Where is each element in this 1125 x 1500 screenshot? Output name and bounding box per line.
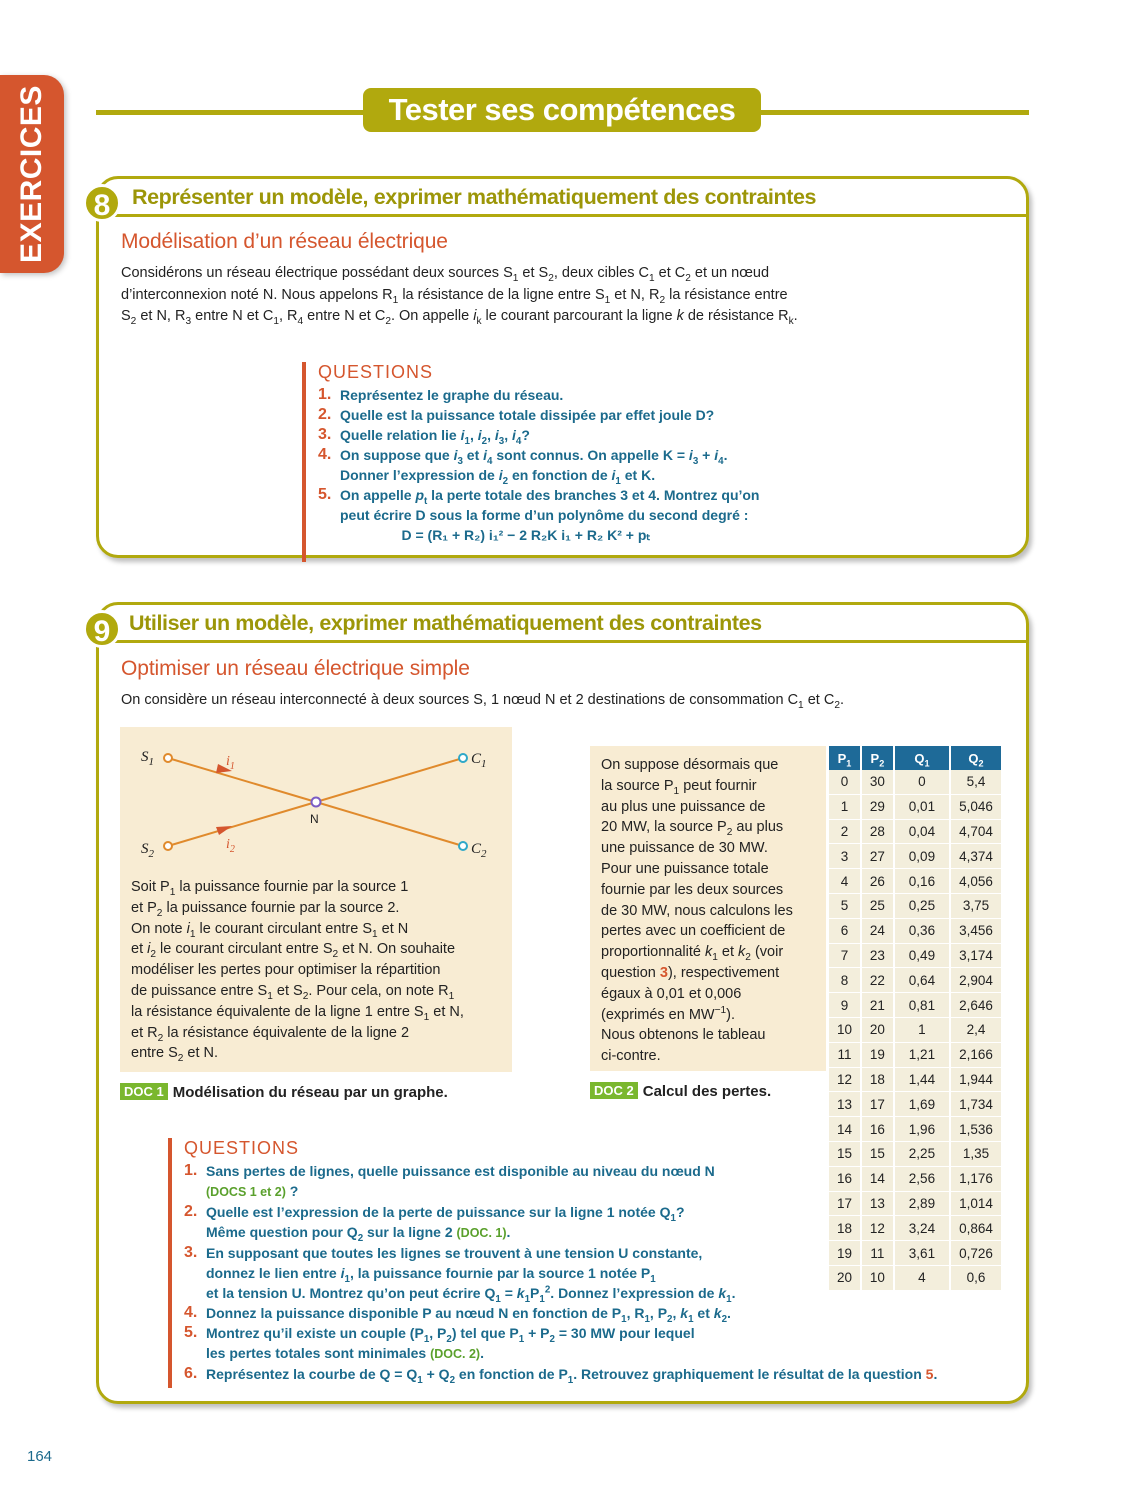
table-cell: 3,75 — [951, 894, 1001, 919]
table-cell: 4,374 — [951, 844, 1001, 869]
table-cell: 24 — [862, 919, 893, 944]
table-cell: 1,176 — [951, 1167, 1001, 1192]
table-cell: 17 — [829, 1192, 860, 1217]
exercise-number-badge: 8 — [83, 184, 121, 222]
source-s2-node — [164, 842, 172, 850]
question-item: 1. Représentez le graphe du réseau. — [318, 386, 564, 403]
table-row — [829, 1092, 1001, 1117]
text-line: entre $S_2$ et N. — [131, 1045, 219, 1065]
table-cell: 1,536 — [951, 1117, 1001, 1142]
table-row — [829, 1018, 1001, 1043]
table-cell: 9 — [829, 993, 860, 1018]
table-cell: 5,046 — [951, 795, 1001, 820]
intro-line: $S_2$ et N, $R_3$ entre N et $C_1$, $R_4$ entre N et $C_2$. On appelle $i_k$ le courant parcourant la ligne k de résistance $R_k$. — [121, 308, 798, 327]
table-header-cell: $P_2$ — [862, 746, 893, 770]
text-line: Pour une puissance totale — [601, 860, 769, 877]
label-i2: $i_2$ — [226, 837, 235, 855]
table-cell: 18 — [829, 1216, 860, 1241]
table-cell: 27 — [862, 844, 893, 869]
table-cell: 25 — [862, 894, 893, 919]
table-cell: 1,96 — [895, 1117, 949, 1142]
text-line: fournie par les deux sources — [601, 881, 784, 898]
intro-line: Considérons un réseau électrique possédant deux sources $S_1$ et $S_2$, deux cibles $C_1$ et $C_2$ et un nœud — [121, 265, 770, 284]
question-item: 4. On suppose que $i_3$ et $i_4$ sont connus. On appelle $K = i_3 + i_4$. Donner l’expression de $i_2$ en fonction de $i_1$ et K. — [318, 446, 728, 487]
page-title: Tester ses compétences — [363, 88, 761, 132]
target-c1-node — [459, 754, 467, 762]
label-s1: $S_1$ — [141, 749, 154, 768]
table-row — [829, 795, 1001, 820]
table-cell: 2,56 — [895, 1167, 949, 1192]
table-cell: 14 — [862, 1167, 893, 1192]
text-line: question 3), respectivement — [601, 964, 780, 981]
table-cell: 13 — [862, 1192, 893, 1217]
question-item: 2. Quelle est l’expression de la perte de puissance sur la ligne 1 notée $Q_1$? Même question pour $Q_2$ sur la ligne 2 (DOC. 1). — [184, 1203, 685, 1244]
text-line: Nous obtenons le tableau — [601, 1027, 766, 1044]
question-item: 5. Montrez qu’il existe un couple ($P_1$, $P_2$) tel que $P_1 + P_2 = 30$ MW pour lequel les pertes totales sont minimales (DOC. 2). — [184, 1324, 695, 1361]
table-cell: 4,704 — [951, 820, 1001, 845]
table-row — [829, 869, 1001, 894]
table-cell: 0,36 — [895, 919, 949, 944]
table-cell: 10 — [862, 1266, 893, 1291]
text-line: On note $i_1$ le courant circulant entre $S_1$ et N — [131, 920, 409, 940]
text-line: de puissance entre $S_1$ et $S_2$. Pour cela, on note $R_1$ — [131, 982, 455, 1002]
table-cell: 1,35 — [951, 1142, 1001, 1167]
table-cell: 21 — [862, 993, 893, 1018]
table-cell: 22 — [862, 968, 893, 993]
arrow-i2-icon — [216, 826, 232, 835]
exercise-header — [93, 179, 1026, 222]
text-line: une puissance de 30 MW. — [601, 840, 768, 857]
table-cell: 28 — [862, 820, 893, 845]
table-cell: 0 — [895, 770, 949, 795]
formula: D = (R₁ + R₂) i₁² − 2 R₂K i₁ + R₂ K² + pₜ — [401, 527, 651, 543]
source-s1-node — [164, 754, 172, 762]
text-line: On suppose désormais que — [601, 757, 779, 773]
table-cell: 0,864 — [951, 1216, 1001, 1241]
table-cell: 7 — [829, 944, 860, 969]
table-row — [829, 919, 1001, 944]
table-cell: 0,25 — [895, 894, 949, 919]
exercise-subtitle: Modélisation d’un réseau électrique — [121, 230, 448, 253]
table-cell: 2,904 — [951, 968, 1001, 993]
question-item: 3. En supposant que toutes les lignes se trouvent à une tension U constante, donnez le lien entre $i_1$, la puissance fournie par la source 1 notée $P_1$ et la tension U. Montrez qu’on peut écrire $Q_1 = k_1P_1^2$. Donnez l’expression de $k_1$. — [184, 1244, 736, 1305]
table-cell: 11 — [829, 1043, 860, 1068]
table-cell: 4,056 — [951, 869, 1001, 894]
table-cell: 1,69 — [895, 1092, 949, 1117]
table-cell: 30 — [862, 770, 893, 795]
table-cell: 3,24 — [895, 1216, 949, 1241]
table-row — [829, 993, 1001, 1018]
exercise-intro: On considère un réseau interconnecté à deux sources S, 1 nœud N et 2 destinations de consommation $C_1$ et $C_2$. — [121, 692, 844, 711]
table-cell: 1 — [829, 795, 860, 820]
section-tab-label: EXERCICES — [15, 85, 48, 263]
table-cell: 0,726 — [951, 1241, 1001, 1266]
table-cell: 15 — [829, 1142, 860, 1167]
table-cell: 1,014 — [951, 1192, 1001, 1217]
exercise-title: Représenter un modèle, exprimer mathématiquement des contraintes — [132, 185, 817, 209]
question-item: 6. Représentez la courbe de $Q = Q_1 + Q_2$ en fonction de $P_1$. Retrouvez graphiquement le résultat de la question 5. — [184, 1365, 938, 1386]
table-row — [829, 1043, 1001, 1068]
text-line: proportionnalité $k_1$ et $k_2$ (voir — [601, 944, 784, 964]
text-line: la résistance équivalente de la ligne 1 entre $S_1$ et N, — [131, 1003, 464, 1023]
doc1-badge: DOC 1 — [120, 1083, 168, 1100]
table-cell: 2,166 — [951, 1043, 1001, 1068]
table-cell: 1,944 — [951, 1068, 1001, 1093]
table-cell: 14 — [829, 1117, 860, 1142]
table-cell: 0,64 — [895, 968, 949, 993]
table-cell: 5 — [829, 894, 860, 919]
table-cell: 1 — [895, 1018, 949, 1043]
question-item: 5. On appelle $p_t$ la perte totale des branches 3 et 4. Montrez qu’on peut écrire D sous la forme d’un polynôme du second degré : D = (R₁ + R₂) i₁² − 2 R₂K i₁ + R₂ K² + pₜ — [318, 485, 822, 545]
text-line: et $P_2$ la puissance fournie par la source 2. — [131, 899, 400, 919]
questions-title: QUESTIONS — [318, 362, 434, 382]
label-c1: $C_1$ — [471, 751, 487, 770]
text-line: la source $P_1$ peut fournir — [601, 777, 757, 797]
table-cell: 2,25 — [895, 1142, 949, 1167]
table-cell: 20 — [829, 1266, 860, 1291]
junction-n-node — [312, 798, 321, 807]
doc1-text — [131, 877, 511, 1064]
table-cell: 0,16 — [895, 869, 949, 894]
table-cell: 20 — [862, 1018, 893, 1043]
exercise-intro — [121, 263, 1006, 328]
table-cell: 18 — [862, 1068, 893, 1093]
table-row — [829, 894, 1001, 919]
table-cell: 11 — [862, 1241, 893, 1266]
table-cell: 0,04 — [895, 820, 949, 845]
network-graph — [120, 727, 512, 867]
table-cell: 0,09 — [895, 844, 949, 869]
table-cell: 10 — [829, 1018, 860, 1043]
doc2-badge: DOC 2 — [590, 1082, 638, 1099]
text-line: de 30 MW, nous calculons les — [601, 902, 793, 919]
table-cell: 15 — [862, 1142, 893, 1167]
exercise-header — [93, 605, 1026, 648]
table-cell: 12 — [829, 1068, 860, 1093]
line-s2-n — [168, 802, 316, 846]
text-line: modéliser les pertes pour optimiser la répartition — [131, 962, 441, 979]
table-cell: 12 — [862, 1216, 893, 1241]
table-cell: 0,6 — [951, 1266, 1001, 1291]
question-item: 2. Quelle est la puissance totale dissipée par effet joule D? — [318, 406, 715, 423]
table-cell: 2 — [829, 820, 860, 845]
label-n: N — [310, 812, 319, 826]
table-cell: 2,646 — [951, 993, 1001, 1018]
exercise-8 — [93, 176, 1029, 558]
table-cell: 26 — [862, 869, 893, 894]
table-cell: 1,21 — [895, 1043, 949, 1068]
text-line: (exprimés en $MW^{-1}$). — [601, 1004, 736, 1023]
text-line: ci-contre. — [601, 1048, 661, 1065]
table-row — [829, 1068, 1001, 1093]
text-line: pertes avec un coefficient de — [601, 923, 786, 940]
table-row — [829, 770, 1001, 795]
text-line: et $i_2$ le courant circulant entre $S_2$ et N. On souhaite — [131, 941, 456, 961]
questions-block — [302, 362, 822, 562]
text-line: et $R_2$ la résistance équivalente de la ligne 2 — [131, 1024, 410, 1044]
table-cell: 0,49 — [895, 944, 949, 969]
exercise-number-badge: 9 — [83, 610, 121, 648]
table-cell: 4 — [895, 1266, 949, 1291]
table-header-cell: $Q_1$ — [895, 746, 949, 770]
table-cell: 17 — [862, 1092, 893, 1117]
table-cell: 23 — [862, 944, 893, 969]
table-cell: 3 — [829, 844, 860, 869]
table-row — [829, 968, 1001, 993]
table-cell: 3,174 — [951, 944, 1001, 969]
table-cell: 0 — [829, 770, 860, 795]
table-row — [829, 944, 1001, 969]
text-line: 20 MW, la source $P_2$ au plus — [601, 819, 784, 839]
intro-line: d’interconnexion noté N. Nous appelons $R_1$ la résistance de la ligne entre $S_1$ et N, $R_2$ la résistance entre — [121, 286, 788, 306]
label-i1: $i_1$ — [226, 754, 235, 772]
table-cell: 3,61 — [895, 1241, 949, 1266]
doc1-caption: DOC 1 Modélisation du réseau par un graphe. — [120, 1083, 448, 1101]
table-cell: 3,456 — [951, 919, 1001, 944]
table-cell: 0,81 — [895, 993, 949, 1018]
table-cell: 19 — [829, 1241, 860, 1266]
table-cell: 8 — [829, 968, 860, 993]
table-cell: 6 — [829, 919, 860, 944]
doc2-text — [601, 755, 826, 1067]
target-c2-node — [459, 842, 467, 850]
label-c2: $C_2$ — [471, 841, 487, 860]
table-header-cell: $P_1$ — [829, 746, 860, 770]
table-cell: 16 — [862, 1117, 893, 1142]
question-item: 3. Quelle relation lie $i_1$, $i_2$, $i_3$, $i_4$? — [318, 426, 530, 447]
line-s1-n — [168, 758, 316, 802]
line-n-c1 — [316, 758, 463, 802]
table-cell: 0,01 — [895, 795, 949, 820]
table-cell: 13 — [829, 1092, 860, 1117]
text-line: égaux à 0,01 et 0,006 — [601, 985, 742, 1002]
questions-title: QUESTIONS — [184, 1138, 300, 1158]
section-tab-exercices — [0, 75, 64, 273]
exercise-title: Utiliser un modèle, exprimer mathématiquement des contraintes — [129, 611, 762, 635]
questions-block — [168, 1138, 968, 1388]
table-header-cell: $Q_2$ — [951, 746, 1001, 770]
question-item: 4. Donnez la puissance disponible P au nœud N en fonction de $P_1$, $R_1$, $P_2$, $k_1$ et $k_2$. — [184, 1304, 731, 1325]
line-n-c2 — [316, 802, 463, 846]
page-number: 164 — [27, 1448, 53, 1465]
table-cell: 19 — [862, 1043, 893, 1068]
table-row — [829, 844, 1001, 869]
table-cell: 2,4 — [951, 1018, 1001, 1043]
exercise-subtitle: Optimiser un réseau électrique simple — [121, 657, 470, 680]
table-cell: 4 — [829, 869, 860, 894]
table-cell: 2,89 — [895, 1192, 949, 1217]
table-cell: 1,734 — [951, 1092, 1001, 1117]
table-row — [829, 820, 1001, 845]
doc2-caption: DOC 2 Calcul des pertes. — [590, 1082, 771, 1100]
text-line: Soit $P_1$ la puissance fournie par la source 1 — [131, 879, 409, 898]
question-item: 1. Sans pertes de lignes, quelle puissance est disponible au niveau du nœud N (DOCS 1 et 2) ? — [184, 1162, 715, 1199]
table-cell: 16 — [829, 1167, 860, 1192]
table-cell: 1,44 — [895, 1068, 949, 1093]
table-cell: 29 — [862, 795, 893, 820]
table-cell: 5,4 — [951, 770, 1001, 795]
label-s2: $S_2$ — [141, 841, 154, 860]
text-line: au plus une puissance de — [601, 798, 766, 815]
